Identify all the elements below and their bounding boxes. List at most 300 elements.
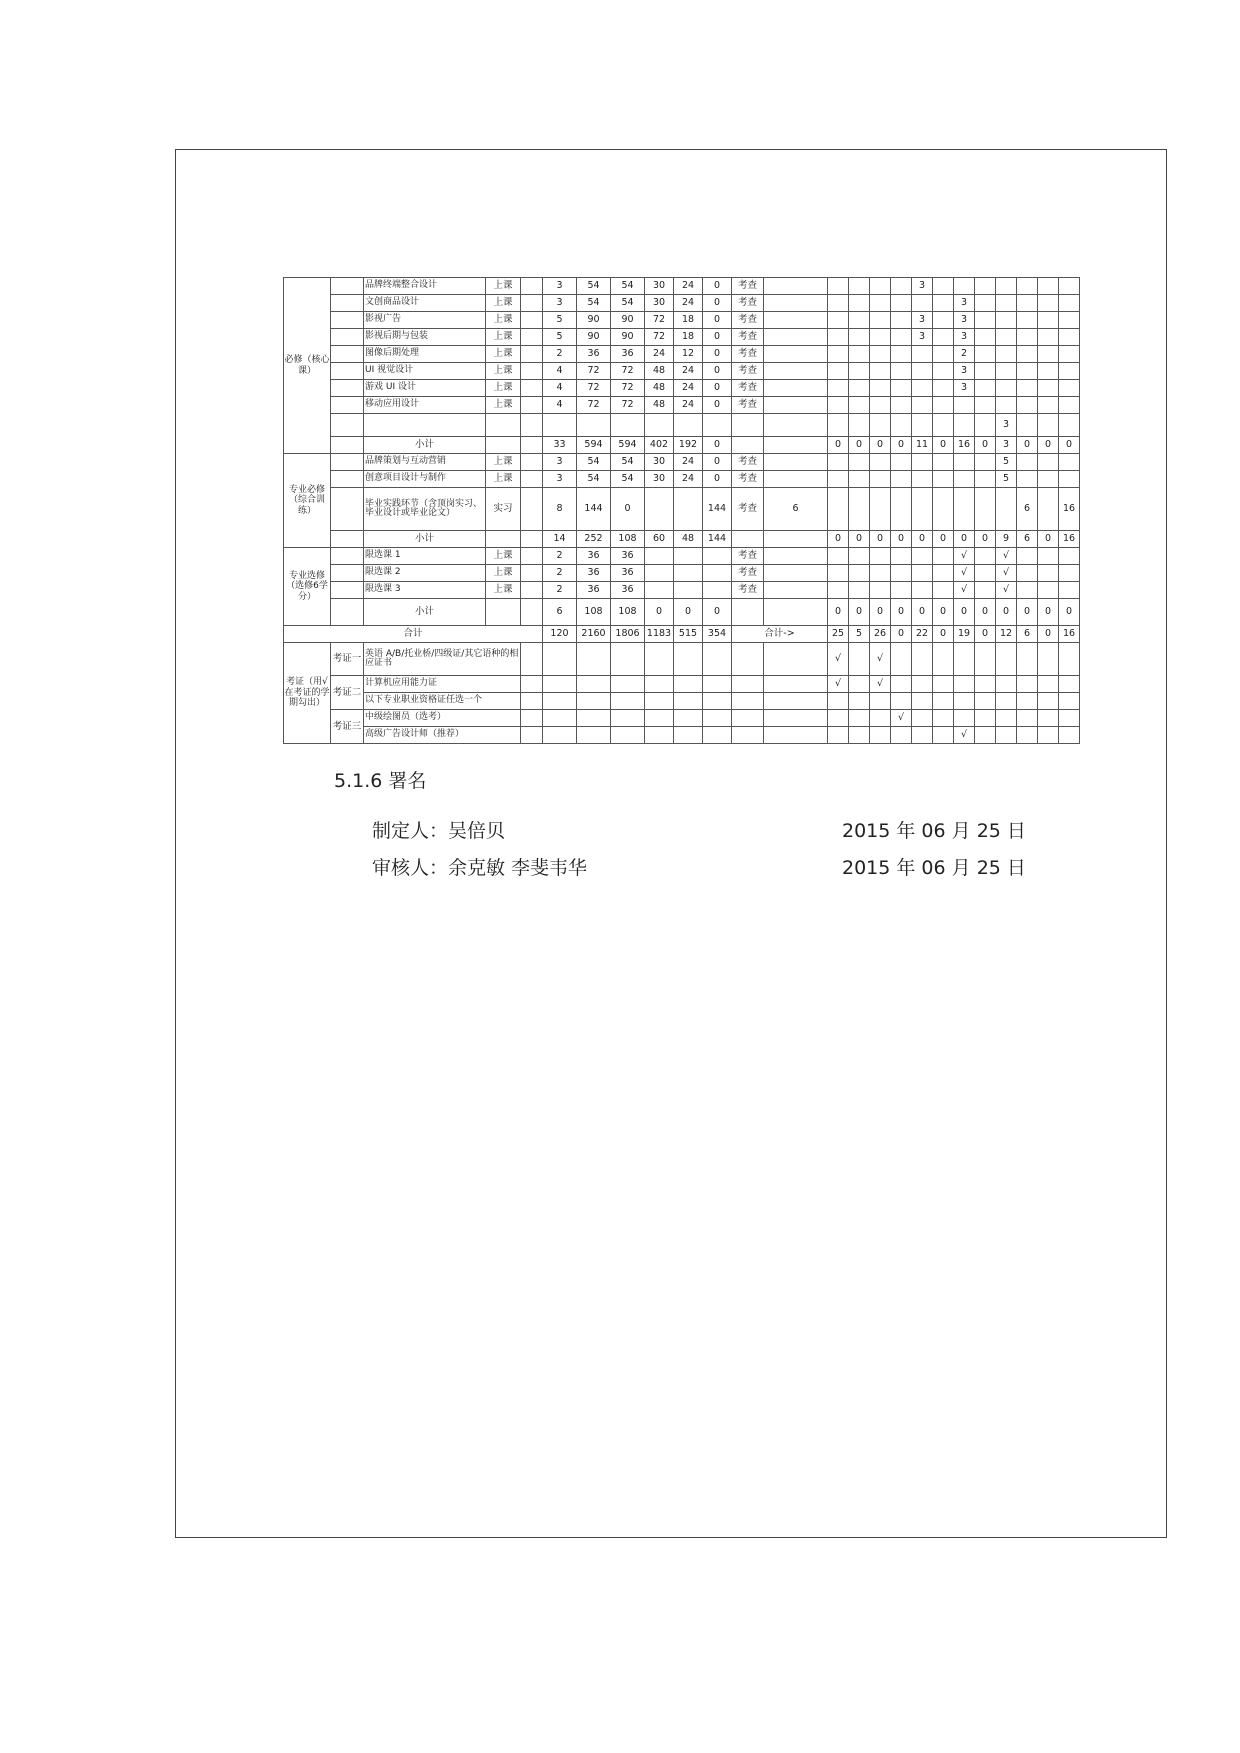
cell-sep: 0 [703,599,732,626]
semester-cell [828,693,849,710]
semester-cell [975,346,996,363]
semester-cell [870,312,891,329]
semester-cell [849,380,870,397]
course-mode: 上课 [486,363,521,380]
semester-cell [870,278,891,295]
cell-sep: 0 [703,471,732,488]
cell-lecture: 90 [611,312,645,329]
semester-cell [828,312,849,329]
cell-assess: 考查 [732,488,764,531]
semester-cell [954,278,975,295]
semester-cell [1017,471,1038,488]
semester-cell [1059,565,1080,582]
cell-credits: 6 [543,599,577,626]
semester-cell [870,727,891,744]
semester-cell [954,414,975,437]
semester-cell [1038,488,1059,531]
semester-cell: 0 [1038,531,1059,548]
course-mode: 上课 [486,582,521,599]
semester-cell: 0 [933,437,954,454]
semester-cell [1059,278,1080,295]
semester-cell [891,397,912,414]
cell-assess: 考查 [732,471,764,488]
semester-cell [849,693,870,710]
semester-cell [1017,397,1038,414]
total-label: 合计 [284,626,543,643]
cell-assess: 考查 [732,397,764,414]
cell-term [764,295,828,312]
semester-cell [891,414,912,437]
semester-cell [975,363,996,380]
table-row [284,471,1080,488]
cell-sep: 0 [703,346,732,363]
cell-credits: 3 [543,278,577,295]
blank-cell [521,643,543,676]
cert-name: 高级广告设计师（推荐） [364,727,521,744]
semester-cell [1017,676,1038,693]
semester-cell: 0 [1017,599,1038,626]
semester-cell [828,363,849,380]
cell-assess: 考查 [732,329,764,346]
semester-cell: 5 [996,471,1017,488]
cell-practice: 24 [674,454,703,471]
semester-cell [849,471,870,488]
blank-cell [645,710,674,727]
semester-cell: √ [954,548,975,565]
blank-cell [674,693,703,710]
course-mode: 实习 [486,488,521,531]
semester-cell [912,295,933,312]
cell-assess [732,531,764,548]
cell-theory [645,565,674,582]
course-mode: 上课 [486,454,521,471]
semester-cell [1017,643,1038,676]
semester-cell [1059,312,1080,329]
section-heading: 5.1.6 署名 [334,770,427,792]
cell-theory: 402 [645,437,674,454]
course-name: 图像后期处理 [364,346,486,363]
semester-cell: 0 [891,626,912,643]
blank-cell [521,531,543,548]
course-name: 品牌策划与互动营销 [364,454,486,471]
semester-cell: 6 [1017,531,1038,548]
cell-lecture: 54 [611,454,645,471]
semester-cell: 0 [933,599,954,626]
semester-cell [1017,312,1038,329]
cell-credits: 3 [543,295,577,312]
blank-cell [764,710,828,727]
blank-cell [521,278,543,295]
blank-cell [732,693,764,710]
cell-hours: 54 [577,278,611,295]
cell-practice: 18 [674,312,703,329]
table-row [284,599,1080,626]
table-row [284,454,1080,471]
semester-cell [849,488,870,531]
course-name: 限选课 2 [364,565,486,582]
table-row [284,437,1080,454]
semester-cell: 0 [975,599,996,626]
semester-cell [1017,278,1038,295]
semester-cell [912,346,933,363]
blank-cell [331,599,364,626]
cell-term [764,312,828,329]
semester-cell: 0 [996,599,1017,626]
cell-hours: 252 [577,531,611,548]
blank-cell [521,548,543,565]
semester-cell [996,363,1017,380]
blank-cell [521,488,543,531]
semester-cell [870,397,891,414]
semester-cell: 3 [996,414,1017,437]
cell-credits: 3 [543,471,577,488]
semester-cell: 3 [954,363,975,380]
semester-cell: 0 [975,531,996,548]
semester-cell [870,295,891,312]
semester-cell [1059,414,1080,437]
cert-name: 计算机应用能力证 [364,676,521,693]
blank-cell [577,676,611,693]
cell-theory [645,414,674,437]
blank-cell [732,643,764,676]
semester-cell [933,471,954,488]
semester-cell [849,278,870,295]
semester-cell: 0 [1059,599,1080,626]
cell-lecture: 72 [611,397,645,414]
cell-assess: 考查 [732,346,764,363]
blank-cell [577,693,611,710]
semester-cell [891,329,912,346]
semester-cell [912,565,933,582]
course-name: UI 视觉设计 [364,363,486,380]
cert-name: 中级绘图员（选考） [364,710,521,727]
cell-credits: 5 [543,329,577,346]
cell-credits: 5 [543,312,577,329]
semester-cell [891,380,912,397]
semester-cell [933,488,954,531]
semester-cell [1017,329,1038,346]
semester-cell: 0 [849,599,870,626]
cell-hours: 54 [577,295,611,312]
semester-cell: 25 [828,626,849,643]
table-row [284,548,1080,565]
semester-cell [912,363,933,380]
semester-cell [891,346,912,363]
semester-cell [1017,454,1038,471]
cell-term [764,397,828,414]
reviewer-line: 审核人：余克敏 李斐韦华 [372,857,588,879]
semester-cell [849,329,870,346]
cell-credits: 3 [543,454,577,471]
cert-label: 考证二 [331,676,364,710]
cell-hours: 72 [577,380,611,397]
table-row [284,312,1080,329]
semester-cell [1059,329,1080,346]
semester-cell [1038,346,1059,363]
semester-cell [975,329,996,346]
semester-cell: 0 [975,437,996,454]
semester-cell: 26 [870,626,891,643]
cell-credits: 2 [543,346,577,363]
blank-cell [611,676,645,693]
semester-cell [975,380,996,397]
cert-row [284,643,1080,676]
semester-cell [870,414,891,437]
semester-cell [1038,676,1059,693]
semester-cell [1017,727,1038,744]
semester-cell [954,488,975,531]
blank-cell [331,565,364,582]
group-label: 考证（用√在考证的学期勾出） [284,643,331,744]
blank-cell [674,676,703,693]
semester-cell: 11 [912,437,933,454]
cell-sep: 0 [703,380,732,397]
cell-sep: 0 [703,295,732,312]
cell-theory [645,548,674,565]
blank-cell [674,643,703,676]
cert-row [284,676,1080,693]
semester-cell [1059,346,1080,363]
blank-cell [521,437,543,454]
cell-assess [732,414,764,437]
blank-cell [764,643,828,676]
blank-cell [611,693,645,710]
semester-cell [975,454,996,471]
semester-cell: 0 [1038,626,1059,643]
semester-cell [1038,329,1059,346]
semester-cell [1059,295,1080,312]
course-name: 文创商品设计 [364,295,486,312]
blank-cell [703,693,732,710]
cell-lecture: 72 [611,380,645,397]
semester-cell [828,548,849,565]
blank-cell [521,397,543,414]
cell-sep [703,582,732,599]
semester-cell [870,363,891,380]
semester-cell [1017,346,1038,363]
cell-theory: 30 [645,295,674,312]
semester-cell [954,643,975,676]
cell-lecture: 594 [611,437,645,454]
blank-cell [577,727,611,744]
cell-practice [674,565,703,582]
semester-cell [912,488,933,531]
total-theory: 1183 [645,626,674,643]
cell-term [764,437,828,454]
blank-cell [331,380,364,397]
blank-cell [331,531,364,548]
cell-assess: 考查 [732,295,764,312]
semester-cell [1038,471,1059,488]
semester-cell: 9 [996,531,1017,548]
semester-cell [975,414,996,437]
cell-theory [645,582,674,599]
semester-cell [1059,454,1080,471]
semester-cell: 3 [954,380,975,397]
semester-cell: 0 [870,531,891,548]
cell-hours [577,414,611,437]
semester-cell [954,471,975,488]
semester-cell [1038,582,1059,599]
semester-cell [849,727,870,744]
semester-cell: 0 [849,531,870,548]
semester-cell [870,488,891,531]
semester-cell [870,346,891,363]
cell-hours: 36 [577,548,611,565]
semester-cell [954,676,975,693]
semester-cell [828,397,849,414]
course-name: 影视后期与包装 [364,329,486,346]
blank-cell [331,397,364,414]
blank-cell [543,693,577,710]
cell-theory: 30 [645,471,674,488]
semester-cell [933,397,954,414]
course-mode [486,414,521,437]
semester-cell [891,727,912,744]
blank-cell [732,727,764,744]
group-label: 专业必修（综合训练） [284,454,331,548]
cell-credits [543,414,577,437]
semester-cell [912,710,933,727]
semester-cell: 16 [1059,531,1080,548]
cell-sep [703,565,732,582]
semester-cell: 3 [996,437,1017,454]
semester-cell [912,454,933,471]
semester-cell [996,380,1017,397]
cell-practice: 0 [674,599,703,626]
cell-practice: 48 [674,531,703,548]
semester-cell: 19 [954,626,975,643]
semester-cell [1017,565,1038,582]
cell-theory: 60 [645,531,674,548]
semester-cell [933,414,954,437]
semester-cell [912,693,933,710]
semester-cell: 0 [954,599,975,626]
blank-cell [331,454,364,471]
semester-cell [1059,643,1080,676]
semester-cell [891,548,912,565]
cell-lecture: 72 [611,363,645,380]
semester-cell [1059,548,1080,565]
blank-cell [764,676,828,693]
semester-cell [870,693,891,710]
cell-assess [732,599,764,626]
course-mode: 上课 [486,471,521,488]
course-name [364,414,486,437]
blank-cell [331,548,364,565]
cell-assess: 考查 [732,565,764,582]
cell-term [764,599,828,626]
course-name: 小计 [364,437,486,454]
cell-credits: 2 [543,565,577,582]
semester-cell: √ [828,643,849,676]
cell-theory: 30 [645,454,674,471]
blank-cell [521,295,543,312]
cell-term [764,278,828,295]
semester-cell [1038,278,1059,295]
semester-cell [975,565,996,582]
cell-practice: 24 [674,278,703,295]
semester-cell [933,727,954,744]
blank-cell [764,727,828,744]
cell-assess: 考查 [732,454,764,471]
cert-row [284,693,1080,710]
semester-cell: √ [891,710,912,727]
cell-lecture: 36 [611,565,645,582]
semester-cell [933,582,954,599]
cell-credits: 8 [543,488,577,531]
cell-assess: 考查 [732,363,764,380]
blank-cell [521,380,543,397]
cell-credits: 2 [543,582,577,599]
cell-theory: 24 [645,346,674,363]
cell-hours: 36 [577,346,611,363]
blank-cell [521,312,543,329]
cell-practice [674,582,703,599]
semester-cell [996,278,1017,295]
semester-cell [828,295,849,312]
cell-lecture: 0 [611,488,645,531]
semester-cell [954,454,975,471]
blank-cell [543,676,577,693]
maker-date: 2015 年 06 月 25 日 [842,820,1026,842]
semester-cell [870,582,891,599]
cell-sep [703,414,732,437]
cell-term [764,582,828,599]
semester-cell: √ [828,676,849,693]
semester-cell [849,643,870,676]
semester-cell: 0 [1038,599,1059,626]
semester-cell: 0 [891,531,912,548]
cell-practice: 24 [674,380,703,397]
blank-cell [645,643,674,676]
semester-cell [891,454,912,471]
semester-cell [933,312,954,329]
semester-cell [849,582,870,599]
cell-practice: 24 [674,295,703,312]
semester-cell [996,397,1017,414]
course-mode: 上课 [486,278,521,295]
blank-cell [521,693,543,710]
table-row [284,295,1080,312]
table-row [284,414,1080,437]
course-name: 小计 [364,599,486,626]
cell-hours: 108 [577,599,611,626]
cell-credits: 2 [543,548,577,565]
semester-cell [975,676,996,693]
semester-cell: √ [954,582,975,599]
semester-cell [996,295,1017,312]
total-credits: 120 [543,626,577,643]
semester-cell: √ [996,548,1017,565]
semester-cell [912,548,933,565]
semester-cell [975,548,996,565]
cell-theory: 48 [645,380,674,397]
total-arrow: 合计-> [732,626,828,643]
semester-cell [891,488,912,531]
blank-cell [521,727,543,744]
semester-cell [849,676,870,693]
semester-cell [1059,693,1080,710]
semester-cell [849,363,870,380]
semester-cell [1038,565,1059,582]
semester-cell [933,363,954,380]
cell-lecture: 54 [611,295,645,312]
semester-cell [975,488,996,531]
semester-cell [996,643,1017,676]
cell-hours: 90 [577,312,611,329]
semester-cell [828,710,849,727]
